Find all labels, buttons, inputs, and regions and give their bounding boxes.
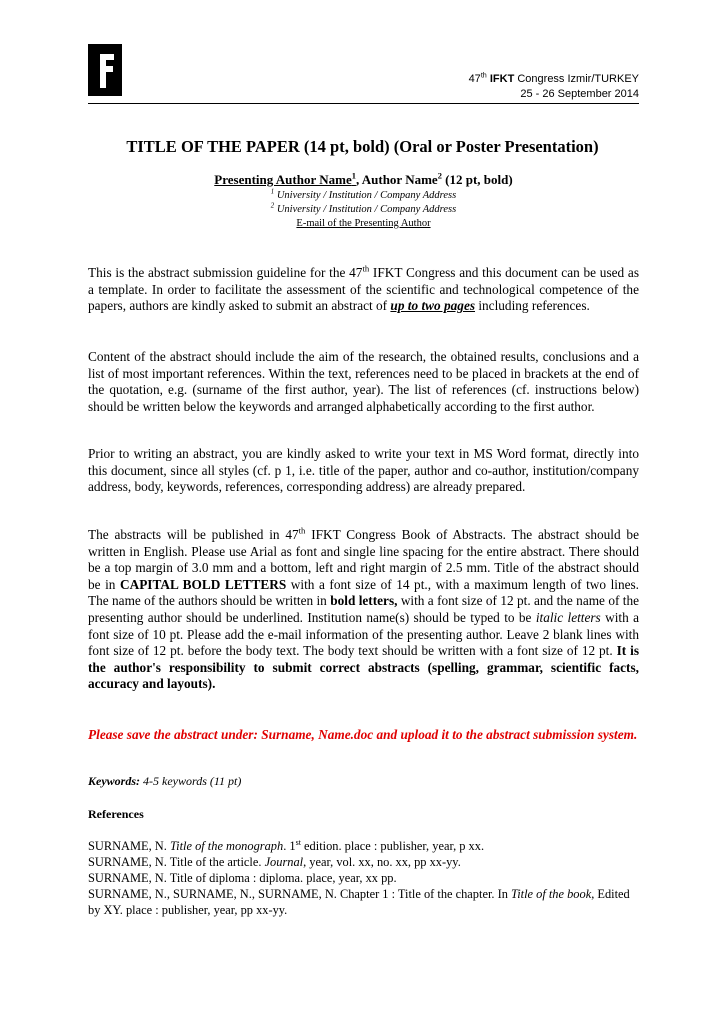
second-author: Author Name$^2$ — [361, 170, 442, 187]
keywords-line: Keywords: 4-5 keywords (11 pt) — [88, 774, 242, 788]
references-heading: References — [88, 807, 144, 821]
header-congress-line: 47th IFKT Congress Izmir/TURKEY — [468, 71, 639, 85]
reference-item: SURNAME, N. Title of the monograph. 1st edition. place : publisher, year, p xx. — [88, 837, 485, 853]
author-line: Presenting Author Name$^1$, Author Name$^2$ (12 pt, bold) — [214, 170, 513, 187]
reference-item: SURNAME, N. Title of the article. Journal, year, vol. xx, no. xx, pp xx-yy. — [88, 855, 461, 869]
header-congress-info — [469, 72, 639, 102]
paper-title: TITLE OF THE PAPER (14 pt, bold) (Oral or Poster Presentation) — [126, 137, 599, 156]
congress-logo-icon — [88, 44, 122, 96]
abstract-paragraph-2: Content of the abstract should include the aim of the research, the obtained results, conclusions and a list of most important references. Within the text, references need to be placed in brackets at the end of the quotation, e.g. (surname of the first author, year). The list of references (cf. instructions below) should be written below the keywords and arranged alphabetically according to the first author. — [88, 349, 639, 414]
header-divider — [88, 103, 639, 104]
abstract-paragraph-3: Prior to writing an abstract, you are kindly asked to write your text in MS Word format, directly into this document, since all styles (cf. p 1, i.e. title of the paper, author and co-author, institution/company address, body, keywords, references, corresponding address) are already prepared. — [88, 446, 639, 495]
abstract-paragraph-1: This is the abstract submission guideline for the 47th IFKT Congress and this document can be used as a template. In order to facilitate the assessment of the scientific and technological competence of the papers, authors are kindly asked to submit an abstract of up to two pages including references. — [88, 263, 639, 314]
save-instruction: Please save the abstract under: Surname, Name.doc and upload it to the abstract submission system. — [88, 727, 638, 742]
reference-item: SURNAME, N., SURNAME, N., SURNAME, N. Chapter 1 : Title of the chapter. In Title of the book, Edited by XY. place : publisher, year, pp xx-yy. — [88, 887, 630, 917]
presenting-author-email: E-mail of the Presenting Author — [296, 218, 431, 229]
references-list — [88, 838, 639, 918]
presenting-author: Presenting Author Name$^1$ — [214, 170, 356, 187]
header-dates: 25 - 26 September 2014 — [520, 88, 639, 100]
reference-item: SURNAME, N. Title of diploma : diploma. place, year, xx pp. — [88, 871, 397, 885]
affiliation-2: $^2$ University / Institution / Company Address — [270, 202, 457, 215]
affiliation-1: $^1$ University / Institution / Company Address — [270, 188, 457, 201]
abstract-paragraph-4: The abstracts will be published in 47th IFKT Congress Book of Abstracts. The abstract should be written in English. Please use Arial as font and single line spacing for the entire abstract. There should be a top margin of 3.0 mm and a bottom, left and right margin of 2.5 mm. Title of the abstract should be in CAPITAL BOLD LETTERS with a font size of 14 pt., with a maximum length of two lines. The name of the authors should be written in bold letters, with a font size of 12 pt. and the name of the presenting author should be underlined. Institution name(s) should be typed to be italic letters with a font size of 10 pt. Please add the e-mail information of the presenting author. Leave 2 blank lines with font size of 12 pt. before the body text. The body text should be written with a font size of 12 pt. It is the author's responsibility to submit correct abstracts (spelling, grammar, scientific facts, accuracy and layouts). — [88, 525, 640, 692]
